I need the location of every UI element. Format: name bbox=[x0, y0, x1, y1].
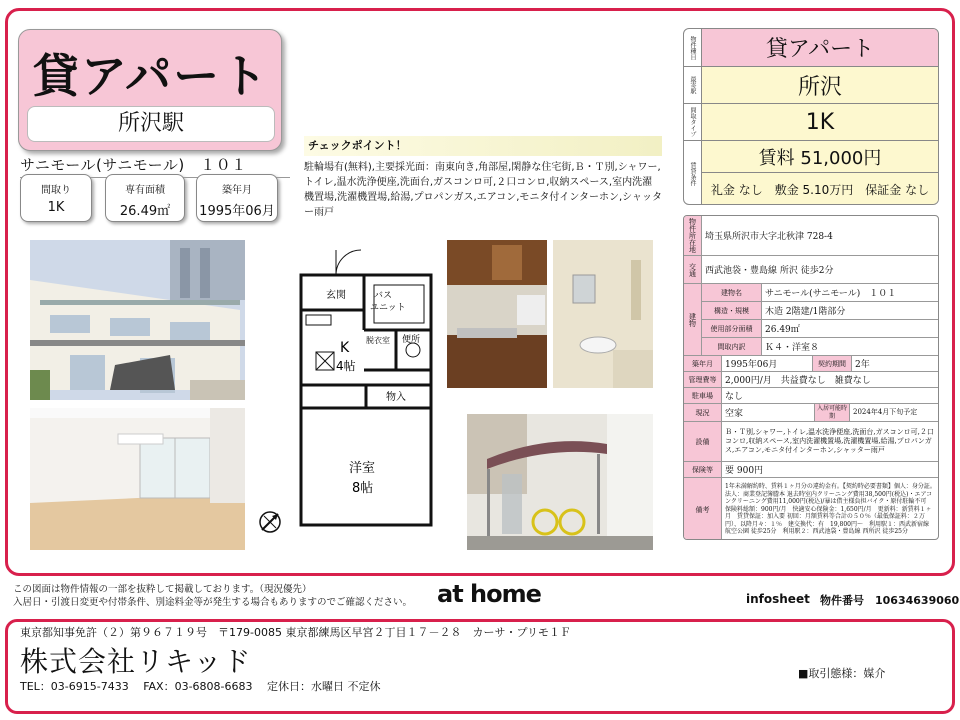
license-line: 東京都知事免許（２）第９６７１９号 〒179-0085 東京都練馬区早宮２丁目１７－２８ カーサ・プリモ１Ｆ bbox=[20, 626, 572, 639]
parking-value: なし bbox=[725, 392, 744, 402]
plan-dressing: 脱衣室 bbox=[366, 336, 390, 345]
row-insurance: 保険等 要 900円 bbox=[684, 462, 938, 478]
insurance-value: 要 900円 bbox=[725, 466, 764, 476]
building-name: サニモール(サニモール) １０１ bbox=[20, 154, 290, 178]
contract-value: 2年 bbox=[855, 360, 870, 370]
property-type-box bbox=[18, 29, 282, 151]
deal-type: ■取引態様：媒介 bbox=[798, 667, 886, 680]
details-table bbox=[683, 215, 939, 540]
athome-logo: at home bbox=[437, 580, 541, 608]
transport-value: 西武池袋・豊島線 所沢 徒歩2分 bbox=[705, 266, 834, 276]
row-layout: 間取内訳 Ｋ４・洋室８ bbox=[702, 338, 938, 356]
property-type-title: 貸アパート bbox=[32, 49, 270, 103]
row-equipment: 設備 Ｂ・Ｔ別,シャワー,トイレ,温水洗浄便座,洗面台,ガスコンロ可,２口コンロ,収納スペース,室内洗濯機置場,洗濯機置場,給湯,プロパンガス,エアコン,モニタ付インターホン,シャッター雨戸 bbox=[684, 422, 938, 462]
built-value: 1995年06月 bbox=[725, 360, 778, 370]
summary-station: 所沢 bbox=[702, 67, 938, 104]
plan-bath2: ユニット bbox=[370, 303, 406, 313]
chip-area: 専有面積 26.49㎡ bbox=[105, 174, 185, 222]
property-number: 物件番号 10634639060 bbox=[820, 594, 960, 607]
company-name: 株式会社リキッド bbox=[20, 645, 252, 678]
summary-terms: 礼金 なし 敷金 5.10万円 保証金 なし bbox=[702, 173, 938, 205]
row-remarks: 備考 1年未満解約時、賃料１ヶ月分の違約金有。【契約時必要書類】個人：身分証。法人：商業登記簿謄本 退去時室内クリーニング費用38,500円(税込)・エアコンクリーニング費用11,000円(税込)/暴は借主様負担バイク・原付駐輪不可 保険料総額：900円/月 快適安心保険金：1,650円/月 更新料：新賃料１ヶ月 賃貸保証：加入要 初回：月額賃料等合計の５０％（最低保証料：２万円）、以降月々：１％ 建交換代：有 19,800円～ 利用駅１：西武新宿線 航空公園 徒歩25分 利用駅２：西武池袋・豊島線 西所沢 徒歩25分 bbox=[684, 478, 938, 540]
row-name: 建物名 サニモール(サニモール) １０１ bbox=[702, 284, 938, 302]
row-area: 使用部分面積 26.49㎡ bbox=[702, 320, 938, 338]
equipment-value: Ｂ・Ｔ別,シャワー,トイレ,温水洗浄便座,洗面台,ガスコンロ可,２口コンロ,収納スペース,室内洗濯機置場,洗濯機置場,給湯,プロパンガス,エアコン,モニタ付インターホン,シャッター雨戸 bbox=[725, 428, 934, 454]
kitchen-photo bbox=[447, 240, 547, 388]
area-value: 26.49㎡ bbox=[765, 325, 800, 335]
exterior-photo bbox=[30, 240, 245, 400]
plan-kitchen: K bbox=[340, 340, 350, 356]
row-built: 築年月 1995年06月 契約期間 2年 bbox=[684, 356, 938, 372]
plan-room-size: 8帖 bbox=[352, 481, 374, 496]
room-photo bbox=[30, 408, 245, 550]
bicycle-parking-photo bbox=[467, 414, 653, 550]
summary-side-terms: 賃貸条件 bbox=[684, 141, 702, 205]
summary-side-layout: 間取タイプ bbox=[684, 104, 702, 141]
plan-storage: 物入 bbox=[386, 392, 406, 403]
contact-line: TEL：03-6915-7433 FAX：03-6808-6683 定休日：水曜日 不定休 bbox=[20, 680, 381, 693]
disclaimer: この図面は物件情報の一部を抜粋して掲載しております。（現況優先） 入居日・引渡日変更や付帯条件、別途料金等が発生する場合もありますのでご確認ください。 bbox=[13, 584, 413, 608]
summary-side-station: 最寄駅 bbox=[684, 67, 702, 104]
plan-entrance: 玄関 bbox=[326, 290, 346, 301]
checkpoint-text: 駐輪場有(無料),主要採光面：南東向き,角部屋,閑静な住宅街,Ｂ・Ｔ別,シャワー,トイレ,温水洗浄便座,洗面台,ガスコンロ可,２口コンロ,収納スペース,室内洗濯機置場,洗濯機置場,給湯,プロパンガス,エアコン,モニタ付インターホン,シャッター雨戸 bbox=[304, 162, 662, 218]
summary-layout: 1K bbox=[702, 104, 938, 141]
row-address: 物件所在地 埼玉県所沢市大字北秋津 728-4 bbox=[684, 216, 938, 256]
remarks-value: 1年未満解約時、賃料１ヶ月分の違約金有。【契約時必要書類】個人：身分証。法人：商業登記簿謄本 退去時室内クリーニング費用38,500円(税込)・エアコンクリーニング費用11,000円(税込)/暴は借主様負担バイク・原付駐輪不可 保険料総額：900円/月 快適安心保険金：1,650円/月 更新料：新賃料１ヶ月 賃貸保証：加入要 初回：月額賃料等合計の５０％（最低保証料：２万円）、以降月々：１％ 建交換代：有 19,800円～ 利用駅１：西武新宿線 航空公園 徒歩25分 利用駅２：西武池袋・豊島線 西所沢 徒歩25分 bbox=[725, 483, 936, 536]
chip-built: 築年月 1995年06月 bbox=[196, 174, 278, 222]
name-value: サニモール(サニモール) １０１ bbox=[765, 289, 897, 299]
row-transport: 交通 西武池袋・豊島線 所沢 徒歩2分 bbox=[684, 256, 938, 284]
fee-value: 2,000円/月 共益費なし 雑費なし bbox=[725, 376, 871, 386]
station-label: 所沢駅 bbox=[27, 106, 275, 142]
status-value: 空家 bbox=[725, 409, 744, 419]
chip-layout: 間取り 1K bbox=[20, 174, 92, 222]
summary-panel bbox=[683, 28, 939, 205]
infosheet-label: infosheet bbox=[746, 592, 810, 606]
compass-icon bbox=[260, 512, 280, 532]
plan-bath: バス bbox=[374, 291, 393, 301]
plan-kitchen-size: 4帖 bbox=[336, 359, 356, 373]
structure-value: 木造 2階建/1階部分 bbox=[765, 307, 846, 317]
layout-value: Ｋ４・洋室８ bbox=[765, 343, 820, 353]
checkpoint-title: チェックポイント！ bbox=[304, 136, 662, 156]
row-parking: 駐車場 なし bbox=[684, 388, 938, 404]
bathroom-photo bbox=[553, 240, 653, 388]
building-group-label: 建物 bbox=[684, 284, 702, 356]
plan-room: 洋室 bbox=[349, 461, 376, 476]
summary-type: 貸アパート bbox=[702, 29, 938, 67]
address-value: 埼玉県所沢市大字北秋津 728-4 bbox=[705, 232, 833, 242]
row-fee: 管理費等 2,000円/月 共益費なし 雑費なし bbox=[684, 372, 938, 388]
plan-toilet: 便所 bbox=[402, 335, 421, 345]
row-structure: 構造・規模 木造 2階建/1階部分 bbox=[702, 302, 938, 320]
movein-value: 2024年4月下旬予定 bbox=[853, 408, 918, 416]
floor-plan bbox=[256, 240, 452, 560]
summary-rent: 賃料 51,000円 bbox=[702, 141, 938, 173]
row-status: 現況 空家 入居可能時期 2024年4月下旬予定 bbox=[684, 404, 938, 422]
summary-side-type: 物件種目 bbox=[684, 29, 702, 67]
